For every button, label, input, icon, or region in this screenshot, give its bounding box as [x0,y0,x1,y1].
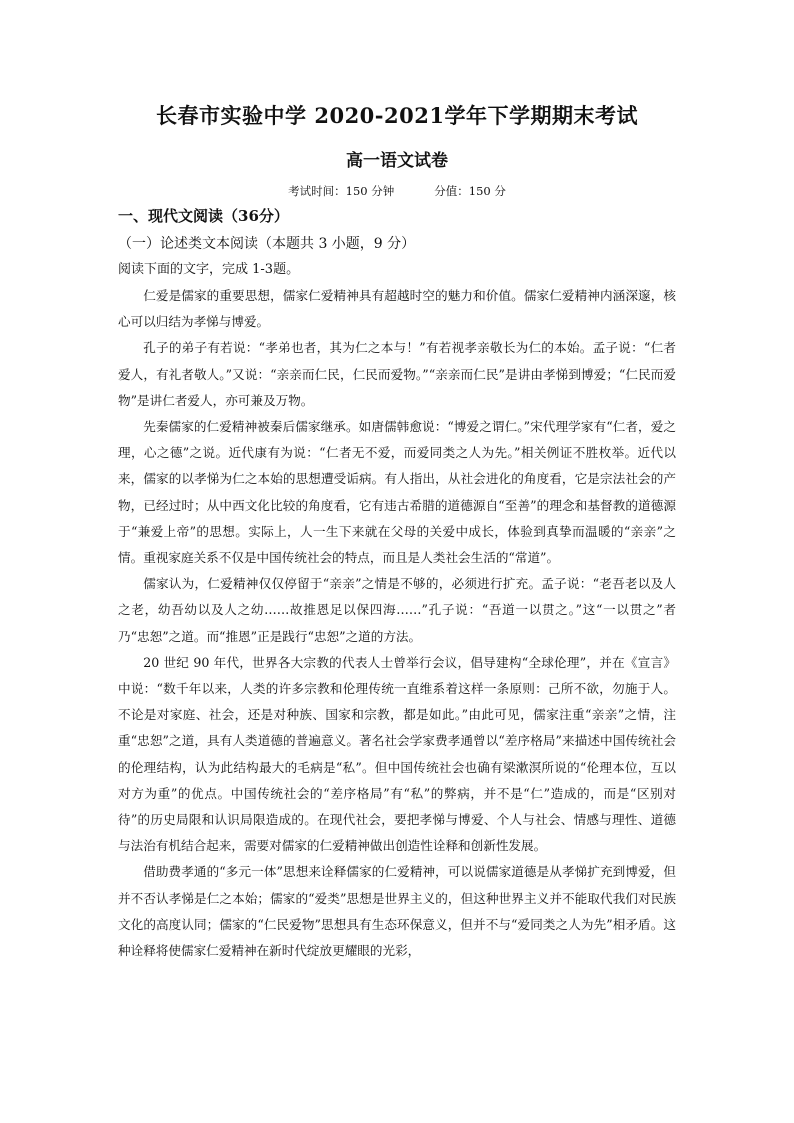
exam-subtitle: 高一语文试卷 [346,151,448,171]
section-heading: 一、现代文阅读（36分） [118,207,289,225]
paragraph: 孔子的弟子有若说：“孝弟也者，其为仁之本与！”有若视孝亲敬长为仁的本始。孟子说：“仁者爱人，有礼者敬人。”又说：“亲亲而仁民，仁民而爱物。”“亲亲而仁民”是讲由孝悌到博爱；“仁民而爱物”是讲仁者爱人，亦可兼及万物。 [118,340,676,408]
paragraph: 儒家认为，仁爱精神仅仅停留于“亲亲”之情是不够的，必须进行扩充。孟子说：“老吾老以及人之老，幼吾幼以及人之幼……故推恩足以保四海……”孔子说：“吾道一以贯之。”这“一以贯之”者乃“忠恕”之道。而“推恩”正是践行“忠恕”之道的方法。 [118,576,676,644]
exam-score: 分值：150 分 [434,184,506,198]
paragraph: 20 世纪 90 年代，世界各大宗教的代表人士曾举行会议，倡导建构“全球伦理”，并在《宣言》中说：“数千年以来，人类的许多宗教和伦理传统一直维系着这样一条原则：己所不欲，勿施于人。不论是对家庭、社会，还是对种族、国家和宗教，都是如此。”由此可见，儒家注重“亲亲”之情，注重“忠恕”之道，具有人类道德的普遍意义。著名社会学家费孝通曾以“差序格局”来描述中国传统社会的伦理结构，认为此结构最大的毛病是“私”。但中国传统社会也确有梁漱溟所说的“伦理本位，互以对方为重”的优点。中国传统社会的“差序格局”有“私”的弊病，并不是“仁”造成的，而是“区别对待”的历史局限和认识局限造成的。在现代社会，要把孝悌与博爱、个人与社会、情感与理性、道德与法治有机结合起来，需要对儒家的仁爱精神做出创造性诠释和创新性发展。 [118,654,676,854]
subsection-heading: （一）论述类文本阅读（本题共 3 小题，9 分） [118,236,416,252]
exam-title: 长春市实验中学 2020-2021学年下学期期末考试 [156,103,638,128]
paragraph: 先秦儒家的仁爱精神被秦后儒家继承。如唐儒韩愈说：“博爱之谓仁。”宋代理学家有“仁者，爱之理，心之德”之说。近代康有为说：“仁者无不爱，而爱同类之人为先。”相关例证不胜枚举。近代以来，儒家的以孝悌为仁之本始的思想遭受诟病。有人指出，从社会进化的角度看，它是宗法社会的产物，已经过时；从中西文化比较的角度看，它有违古希腊的道德源自“至善”的理念和基督教的道德源于“兼爱上帝”的思想。实际上，人一生下来就在父母的关爱中成长，体验到真挚而温暖的“亲亲”之情。重视家庭关系不仅是中国传统社会的特点，而且是人类社会生活的“常道”。 [118,419,676,566]
exam-time: 考试时间：150 分钟 [288,184,395,198]
reading-instruction: 阅读下面的文字，完成 1-3题。 [118,262,300,277]
passage-body [118,283,676,964]
exam-meta [0,183,794,199]
paragraph: 仁爱是儒家的重要思想，儒家仁爱精神具有超越时空的魅力和价值。儒家仁爱精神内涵深邃，核心可以归结为孝悌与博爱。 [118,288,676,330]
paragraph: 借助费孝通的“多元一体”思想来诠释儒家的仁爱精神，可以说儒家道德是从孝悌扩充到博爱，但并不否认孝悌是仁之本始；儒家的“爱类”思想是世界主义的，但这种世界主义并不能取代我们对民族文化的高度认同；儒家的“仁民爱物”思想具有生态环保意义，但并不与“爱同类之人为先”相矛盾。这种诠释将使儒家仁爱精神在新时代绽放更耀眼的光彩， [118,864,676,959]
